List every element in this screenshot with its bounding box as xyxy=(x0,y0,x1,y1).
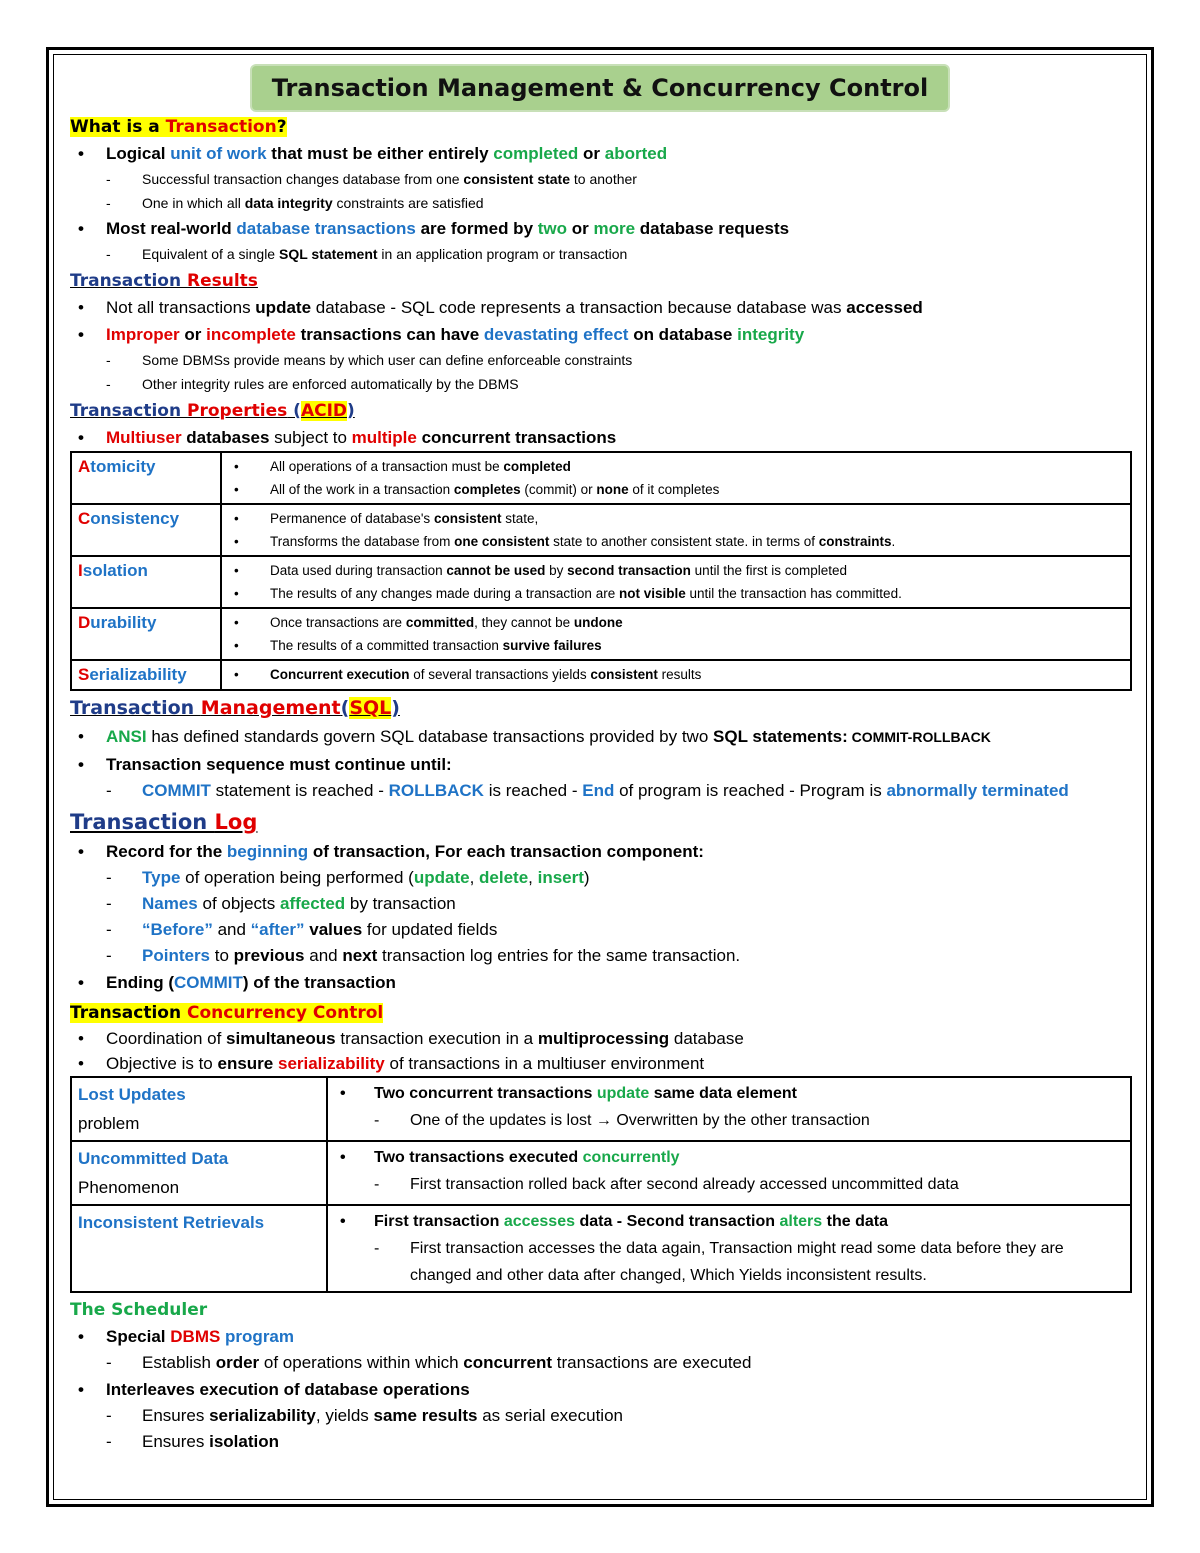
list-transaction-management xyxy=(70,723,1132,778)
list-item: • Two transactions executed concurrently xyxy=(334,1144,1124,1171)
table-row xyxy=(71,504,1131,556)
list-item: • The results of any changes made during a transaction are not visible until the transaction has committed. xyxy=(228,582,1124,605)
sublist xyxy=(70,778,1132,804)
table-cell-key: Consistency xyxy=(71,504,221,556)
table-row xyxy=(71,452,1131,504)
list-item: - Ensures isolation xyxy=(70,1429,1132,1455)
heading-transaction-results: Transaction Results xyxy=(70,271,258,291)
list-item: • All of the work in a transaction completes (commit) or none of it completes xyxy=(228,478,1124,501)
list-item: - Establish order of operations within which concurrent transactions are executed xyxy=(70,1350,1132,1376)
table-cell-key: Durability xyxy=(71,608,221,660)
list-item: - Type of operation being performed (update, delete, insert) xyxy=(70,865,1132,891)
list-item: • Interleaves execution of database operations xyxy=(70,1376,1132,1403)
list-acid xyxy=(70,424,1132,451)
table-cell-value xyxy=(327,1141,1131,1205)
list-item: • Permanence of database's consistent state, xyxy=(228,507,1124,530)
list-item: • Multiuser databases subject to multiple concurrent transactions xyxy=(70,424,1132,451)
list-item: • Transforms the database from one consistent state to another consistent state. in terms of constraints. xyxy=(228,530,1124,553)
list-item: • Ending (COMMIT) of the transaction xyxy=(70,969,1132,996)
list-what-is-transaction-2 xyxy=(70,215,1132,242)
list-item: • Two concurrent transactions update same data element xyxy=(334,1080,1124,1107)
table-cell-key: Uncommitted Data Phenomenon xyxy=(71,1141,327,1205)
list-item: - Names of objects affected by transaction xyxy=(70,891,1132,917)
page-title: Transaction Management & Concurrency Control xyxy=(250,64,950,112)
table-row xyxy=(71,1205,1131,1292)
heading-concurrency-control: Transaction Concurrency Control xyxy=(70,1003,384,1023)
list-item: • Special DBMS program xyxy=(70,1323,1132,1350)
acid-table xyxy=(70,451,1132,691)
table-row xyxy=(71,1077,1131,1141)
list-item: • Improper or incomplete transactions can have devastating effect on database integrity xyxy=(70,321,1132,348)
table-cell-value xyxy=(327,1205,1131,1292)
heading-transaction-properties: Transaction Properties (ACID) xyxy=(70,401,355,421)
list-item: - Successful transaction changes database from one consistent state to another xyxy=(70,167,1132,191)
list-item: - First transaction accesses the data again, Transaction might read some data before they are changed and other data after changed, Which Yields inconsistent results. xyxy=(334,1235,1124,1289)
heading-transaction-log: Transaction Log xyxy=(70,810,258,834)
list-item: • Data used during transaction cannot be used by second transaction until the first is completed xyxy=(228,559,1124,582)
list-item: - COMMIT statement is reached - ROLLBACK is reached - End of program is reached - Program is abnormally terminated xyxy=(70,778,1132,804)
table-cell-value xyxy=(221,504,1131,556)
sublist xyxy=(70,242,1132,266)
list-item: • Concurrent execution of several transactions yields consistent results xyxy=(228,663,1124,686)
list-transaction-log xyxy=(70,838,1132,865)
list-item: - “Before” and “after” values for updated fields xyxy=(70,917,1132,943)
list-scheduler-2 xyxy=(70,1376,1132,1403)
table-cell-key: Serializability xyxy=(71,660,221,690)
list-item: • Not all transactions update database - SQL code represents a transaction because database was accessed xyxy=(70,294,1132,321)
list-concurrency-control xyxy=(70,1026,1132,1076)
table-cell-value xyxy=(327,1077,1131,1141)
list-item: • Logical unit of work that must be either entirely completed or aborted xyxy=(70,140,1132,167)
list-item: • All operations of a transaction must be completed xyxy=(228,455,1124,478)
list-item: - One in which all data integrity constraints are satisfied xyxy=(70,191,1132,215)
list-item: - Some DBMSs provide means by which user can define enforceable constraints xyxy=(70,348,1132,372)
list-item: • Objective is to ensure serializability of transactions in a multiuser environment xyxy=(70,1051,1132,1076)
list-item: - Pointers to previous and next transaction log entries for the same transaction. xyxy=(70,943,1132,969)
sublist xyxy=(70,348,1132,396)
table-cell-key: Lost Updates problem xyxy=(71,1077,327,1141)
list-item: - Other integrity rules are enforced automatically by the DBMS xyxy=(70,372,1132,396)
document-content xyxy=(70,64,1132,1455)
table-cell-key: Isolation xyxy=(71,556,221,608)
list-item: • The results of a committed transaction survive failures xyxy=(228,634,1124,657)
list-item: - One of the updates is lost → Overwritten by the other transaction xyxy=(334,1107,1124,1134)
table-row xyxy=(71,1141,1131,1205)
sublist xyxy=(70,1403,1132,1455)
concurrency-problems-table xyxy=(70,1076,1132,1293)
list-item: - Ensures serializability, yields same results as serial execution xyxy=(70,1403,1132,1429)
list-item: • Record for the beginning of transaction, For each transaction component: xyxy=(70,838,1132,865)
list-transaction-results xyxy=(70,294,1132,348)
table-cell-value xyxy=(221,452,1131,504)
sublist xyxy=(70,167,1132,215)
table-row xyxy=(71,660,1131,690)
list-item: • First transaction accesses data - Second transaction alters the data xyxy=(334,1208,1124,1235)
table-cell-value xyxy=(221,608,1131,660)
heading-transaction-management: Transaction Management(SQL) xyxy=(70,697,400,719)
list-item: - Equivalent of a single SQL statement in an application program or transaction xyxy=(70,242,1132,266)
table-cell-value xyxy=(221,660,1131,690)
list-item: • Transaction sequence must continue until: xyxy=(70,751,1132,778)
list-transaction-log-2 xyxy=(70,969,1132,996)
list-item: • Coordination of simultaneous transaction execution in a multiprocessing database xyxy=(70,1026,1132,1051)
heading-what-is-transaction: What is a Transaction? xyxy=(70,117,287,137)
table-cell-key: Inconsistent Retrievals xyxy=(71,1205,327,1292)
table-row xyxy=(71,608,1131,660)
sublist xyxy=(70,1350,1132,1376)
list-item: • Most real-world database transactions are formed by two or more database requests xyxy=(70,215,1132,242)
list-item: • Once transactions are committed, they cannot be undone xyxy=(228,611,1124,634)
list-what-is-transaction xyxy=(70,140,1132,167)
table-cell-value xyxy=(221,556,1131,608)
heading-scheduler: The Scheduler xyxy=(70,1300,208,1320)
table-cell-key: Atomicity xyxy=(71,452,221,504)
sublist xyxy=(70,865,1132,969)
list-item: • ANSI has defined standards govern SQL database transactions provided by two SQL statements: COMMIT-ROLLBACK xyxy=(70,723,1132,751)
list-item: - First transaction rolled back after second already accessed uncommitted data xyxy=(334,1171,1124,1198)
list-scheduler xyxy=(70,1323,1132,1350)
table-row xyxy=(71,556,1131,608)
